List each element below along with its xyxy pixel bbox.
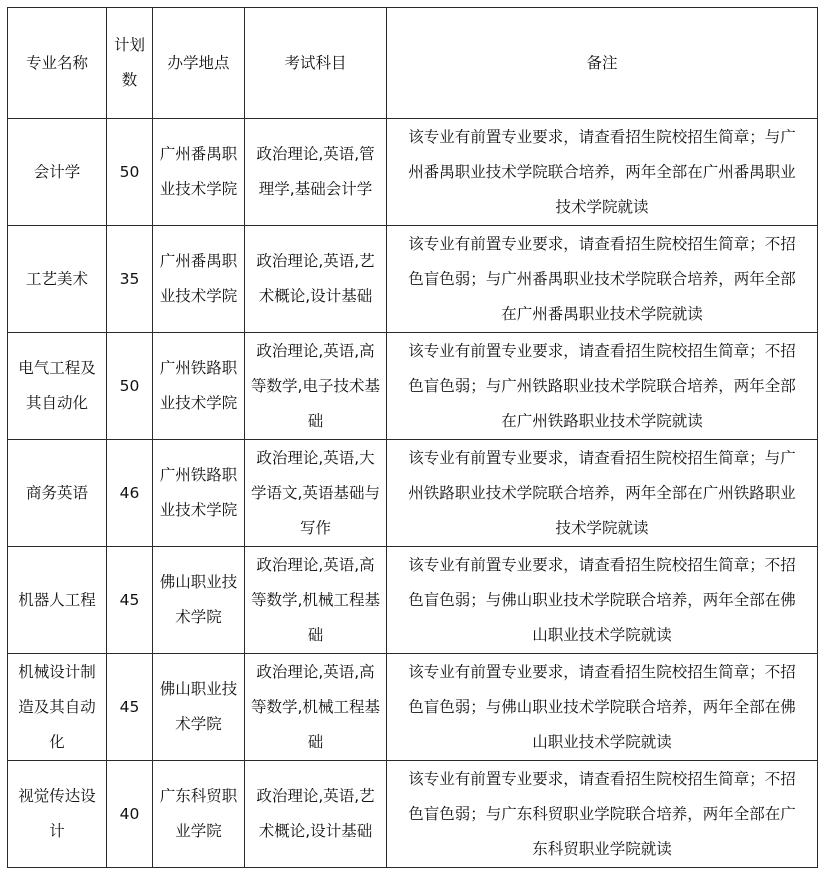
cell-exam-subjects: 政治理论,英语,艺术概论,设计基础 xyxy=(245,761,387,868)
cell-exam-subjects: 政治理论,英语,高等数学,电子技术基础 xyxy=(245,333,387,440)
cell-school-location: 佛山职业技术学院 xyxy=(153,547,245,654)
cell-plan-count: 45 xyxy=(107,654,153,761)
header-exam-subjects: 考试科目 xyxy=(245,8,387,119)
cell-exam-subjects: 政治理论,英语,高等数学,机械工程基础 xyxy=(245,654,387,761)
table-row xyxy=(8,440,818,547)
cell-school-location: 广州番禺职业技术学院 xyxy=(153,119,245,226)
cell-remarks: 该专业有前置专业要求，请查看招生院校招生简章；不招色盲色弱；与广东科贸职业学院联合培养，两年全部在广东科贸职业学院就读 xyxy=(387,761,818,868)
cell-major-name: 商务英语 xyxy=(8,440,107,547)
cell-remarks: 该专业有前置专业要求，请查看招生院校招生简章；不招色盲色弱；与广州番禺职业技术学院联合培养，两年全部在广州番禺职业技术学院就读 xyxy=(387,226,818,333)
cell-remarks: 该专业有前置专业要求，请查看招生院校招生简章；与广州铁路职业技术学院联合培养，两年全部在广州铁路职业技术学院就读 xyxy=(387,440,818,547)
cell-school-location: 佛山职业技术学院 xyxy=(153,654,245,761)
cell-plan-count: 50 xyxy=(107,333,153,440)
cell-exam-subjects: 政治理论,英语,大学语文,英语基础与写作 xyxy=(245,440,387,547)
cell-remarks: 该专业有前置专业要求，请查看招生院校招生简章；不招色盲色弱；与佛山职业技术学院联合培养，两年全部在佛山职业技术学院就读 xyxy=(387,547,818,654)
cell-exam-subjects: 政治理论,英语,高等数学,机械工程基础 xyxy=(245,547,387,654)
header-plan-count: 计划数 xyxy=(107,8,153,119)
header-school-location: 办学地点 xyxy=(153,8,245,119)
cell-major-name: 视觉传达设计 xyxy=(8,761,107,868)
cell-major-name: 机械设计制造及其自动化 xyxy=(8,654,107,761)
cell-exam-subjects: 政治理论,英语,艺术概论,设计基础 xyxy=(245,226,387,333)
table-row xyxy=(8,654,818,761)
cell-major-name: 会计学 xyxy=(8,119,107,226)
cell-school-location: 广州铁路职业技术学院 xyxy=(153,440,245,547)
table-row xyxy=(8,226,818,333)
cell-major-name: 机器人工程 xyxy=(8,547,107,654)
cell-remarks: 该专业有前置专业要求，请查看招生院校招生简章；与广州番禺职业技术学院联合培养，两年全部在广州番禺职业技术学院就读 xyxy=(387,119,818,226)
cell-remarks: 该专业有前置专业要求，请查看招生院校招生简章；不招色盲色弱；与广州铁路职业技术学院联合培养，两年全部在广州铁路职业技术学院就读 xyxy=(387,333,818,440)
cell-school-location: 广州铁路职业技术学院 xyxy=(153,333,245,440)
table-row xyxy=(8,333,818,440)
cell-plan-count: 45 xyxy=(107,547,153,654)
header-major-name: 专业名称 xyxy=(8,8,107,119)
table-row xyxy=(8,119,818,226)
cell-exam-subjects: 政治理论,英语,管理学,基础会计学 xyxy=(245,119,387,226)
cell-school-location: 广东科贸职业学院 xyxy=(153,761,245,868)
enrollment-plan-table xyxy=(7,7,818,868)
cell-plan-count: 46 xyxy=(107,440,153,547)
cell-plan-count: 50 xyxy=(107,119,153,226)
cell-major-name: 工艺美术 xyxy=(8,226,107,333)
cell-remarks: 该专业有前置专业要求，请查看招生院校招生简章；不招色盲色弱；与佛山职业技术学院联合培养，两年全部在佛山职业技术学院就读 xyxy=(387,654,818,761)
cell-school-location: 广州番禺职业技术学院 xyxy=(153,226,245,333)
cell-major-name: 电气工程及其自动化 xyxy=(8,333,107,440)
cell-plan-count: 40 xyxy=(107,761,153,868)
cell-plan-count: 35 xyxy=(107,226,153,333)
table-row xyxy=(8,761,818,868)
table-header-row xyxy=(8,8,818,119)
table-row xyxy=(8,547,818,654)
header-remarks: 备注 xyxy=(387,8,818,119)
